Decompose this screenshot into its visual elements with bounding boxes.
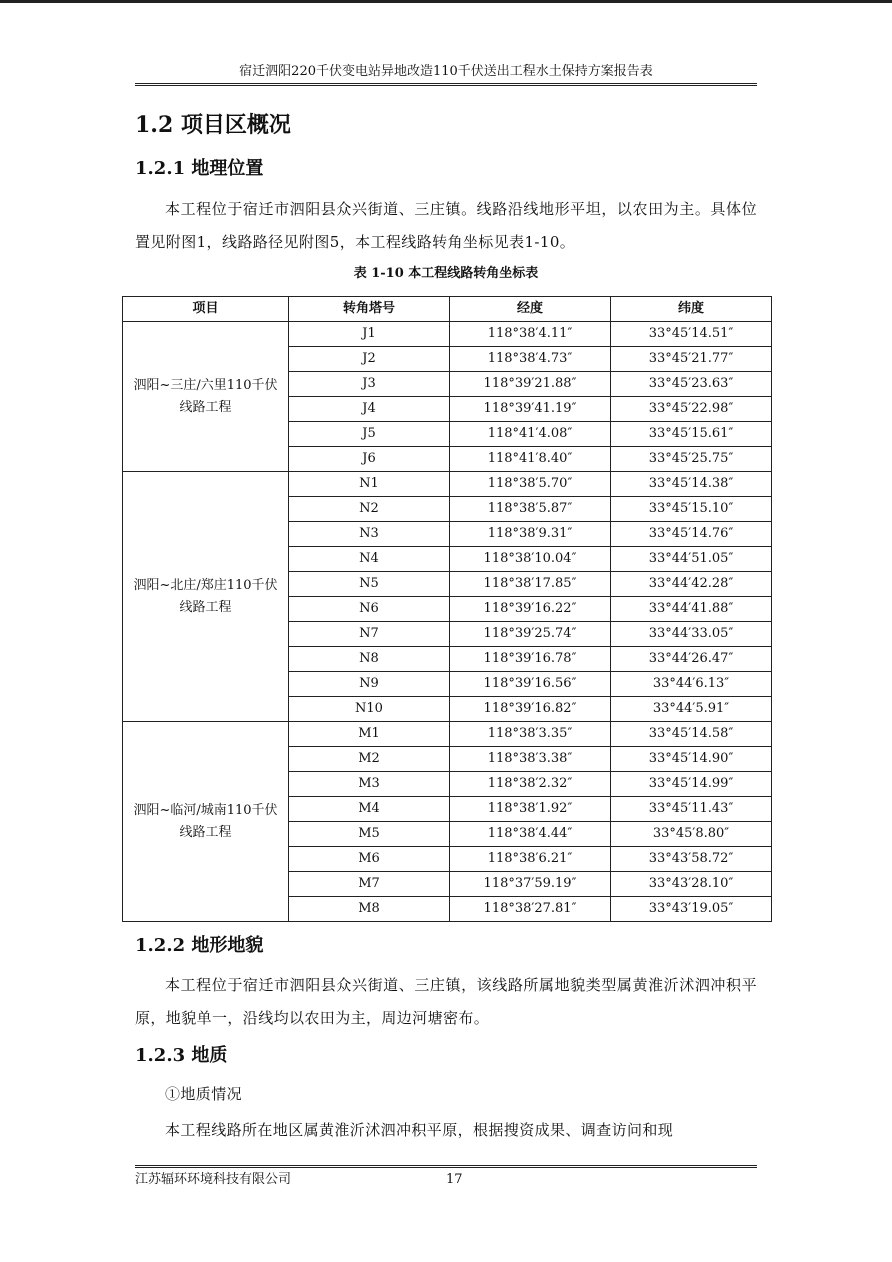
footer-company: 江苏辐环环境科技有限公司	[135, 1172, 292, 1187]
latitude-value: 33°45′22.98″	[611, 397, 772, 422]
longitude-value: 118°37′59.19″	[450, 872, 611, 897]
header-rule	[135, 83, 757, 84]
longitude-value: 118°39′16.56″	[450, 672, 611, 697]
latitude-value: 33°44′42.28″	[611, 572, 772, 597]
latitude-value: 33°45′14.99″	[611, 772, 772, 797]
longitude-value: 118°41′8.40″	[450, 447, 611, 472]
longitude-value: 118°38′5.70″	[450, 472, 611, 497]
coordinates-table	[122, 296, 772, 922]
longitude-value: 118°38′5.87″	[450, 497, 611, 522]
longitude-value: 118°39′16.82″	[450, 697, 611, 722]
table-caption: 表 1-10 本工程线路转角坐标表	[353, 266, 539, 281]
longitude-value: 118°38′4.73″	[450, 347, 611, 372]
geology-paragraph: 本工程线路所在地区属黄淮沂沭泗冲积平原，根据搜资成果、调查访问和现	[165, 1121, 674, 1139]
tower-number: N10	[289, 697, 450, 722]
longitude-value: 118°39′21.88″	[450, 372, 611, 397]
longitude-value: 118°38′10.04″	[450, 547, 611, 572]
tower-number: N3	[289, 522, 450, 547]
latitude-value: 33°45′14.38″	[611, 472, 772, 497]
tower-number: N7	[289, 622, 450, 647]
geology-item: ①地质情况	[165, 1085, 243, 1103]
tower-number: M3	[289, 772, 450, 797]
subsection-title-geology: 1.2.3 地质	[135, 1045, 228, 1066]
header-rule-2	[135, 85, 757, 86]
latitude-value: 33°43′58.72″	[611, 847, 772, 872]
tower-number: N1	[289, 472, 450, 497]
location-paragraph: 本工程位于宿迁市泗阳县众兴街道、三庄镇。线路沿线地形平坦，以农田为主。具体位置见附图1，线路路径见附图5，本工程线路转角坐标见表1-10。	[135, 200, 757, 251]
latitude-value: 33°45′23.63″	[611, 372, 772, 397]
section-title: 1.2 项目区概况	[135, 112, 291, 138]
tower-number: J3	[289, 372, 450, 397]
latitude-value: 33°45′14.90″	[611, 747, 772, 772]
tower-number: N4	[289, 547, 450, 572]
tower-number: N9	[289, 672, 450, 697]
tower-number: J5	[289, 422, 450, 447]
tower-number: J6	[289, 447, 450, 472]
longitude-value: 118°39′41.19″	[450, 397, 611, 422]
longitude-value: 118°38′4.44″	[450, 822, 611, 847]
project-group-name: 泗阳~三庄/六里110千伏线路工程	[123, 322, 289, 472]
longitude-value: 118°41′4.08″	[450, 422, 611, 447]
longitude-value: 118°38′17.85″	[450, 572, 611, 597]
latitude-value: 33°44′5.91″	[611, 697, 772, 722]
page-number: 17	[446, 1172, 463, 1187]
latitude-value: 33°43′28.10″	[611, 872, 772, 897]
latitude-value: 33°45′14.51″	[611, 322, 772, 347]
latitude-value: 33°45′11.43″	[611, 797, 772, 822]
header-longitude: 经度	[450, 297, 611, 322]
footer-rule	[135, 1165, 757, 1166]
tower-number: J1	[289, 322, 450, 347]
latitude-value: 33°44′51.05″	[611, 547, 772, 572]
table-row	[123, 472, 772, 497]
longitude-value: 118°39′25.74″	[450, 622, 611, 647]
latitude-value: 33°43′19.05″	[611, 897, 772, 922]
latitude-value: 33°45′15.10″	[611, 497, 772, 522]
tower-number: M1	[289, 722, 450, 747]
tower-number: M4	[289, 797, 450, 822]
longitude-value: 118°38′3.38″	[450, 747, 611, 772]
latitude-value: 33°45′14.76″	[611, 522, 772, 547]
longitude-value: 118°39′16.22″	[450, 597, 611, 622]
header-tower: 转角塔号	[289, 297, 450, 322]
longitude-value: 118°38′2.32″	[450, 772, 611, 797]
tower-number: N5	[289, 572, 450, 597]
tower-number: J2	[289, 347, 450, 372]
project-group-name: 泗阳~北庄/郑庄110千伏线路工程	[123, 472, 289, 722]
latitude-value: 33°45′14.58″	[611, 722, 772, 747]
longitude-value: 118°38′1.92″	[450, 797, 611, 822]
tower-number: N2	[289, 497, 450, 522]
terrain-paragraph: 本工程位于宿迁市泗阳县众兴街道、三庄镇，该线路所属地貌类型属黄淮沂沭泗冲积平原，地貌单一，沿线均以农田为主，周边河塘密布。	[135, 976, 757, 1027]
footer-rule-2	[135, 1167, 757, 1168]
subsection-title-location: 1.2.1 地理位置	[135, 158, 264, 179]
page-header: 宿迁泗阳220千伏变电站异地改造110千伏送出工程水土保持方案报告表	[239, 64, 653, 79]
table-row	[123, 722, 772, 747]
tower-number: J4	[289, 397, 450, 422]
longitude-value: 118°38′3.35″	[450, 722, 611, 747]
top-border	[0, 0, 892, 3]
latitude-value: 33°45′21.77″	[611, 347, 772, 372]
project-group-name: 泗阳~临河/城南110千伏线路工程	[123, 722, 289, 922]
latitude-value: 33°45′25.75″	[611, 447, 772, 472]
latitude-value: 33°45′15.61″	[611, 422, 772, 447]
tower-number: M8	[289, 897, 450, 922]
tower-number: M7	[289, 872, 450, 897]
longitude-value: 118°39′16.78″	[450, 647, 611, 672]
longitude-value: 118°38′4.11″	[450, 322, 611, 347]
latitude-value: 33°45′8.80″	[611, 822, 772, 847]
tower-number: M5	[289, 822, 450, 847]
longitude-value: 118°38′6.21″	[450, 847, 611, 872]
tower-number: N6	[289, 597, 450, 622]
latitude-value: 33°44′41.88″	[611, 597, 772, 622]
table-header-row	[123, 297, 772, 322]
subsection-title-terrain: 1.2.2 地形地貌	[135, 935, 264, 956]
table-row	[123, 322, 772, 347]
tower-number: M2	[289, 747, 450, 772]
latitude-value: 33°44′33.05″	[611, 622, 772, 647]
longitude-value: 118°38′9.31″	[450, 522, 611, 547]
latitude-value: 33°44′26.47″	[611, 647, 772, 672]
header-project: 项目	[123, 297, 289, 322]
header-latitude: 纬度	[611, 297, 772, 322]
latitude-value: 33°44′6.13″	[611, 672, 772, 697]
tower-number: M6	[289, 847, 450, 872]
tower-number: N8	[289, 647, 450, 672]
longitude-value: 118°38′27.81″	[450, 897, 611, 922]
